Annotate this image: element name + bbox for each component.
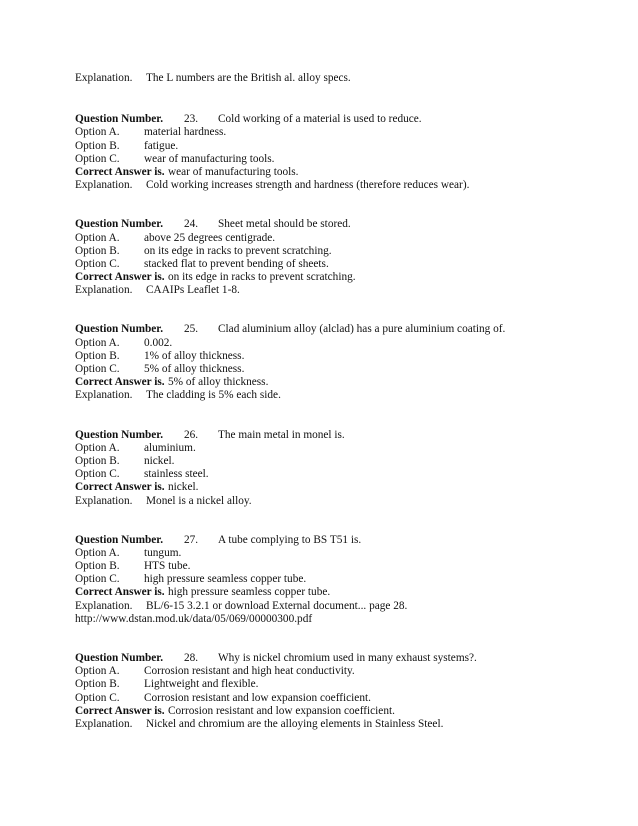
option-b-text: HTS tube. bbox=[144, 560, 191, 573]
option-a-label: Option A. bbox=[75, 126, 120, 139]
explanation-label: Explanation. bbox=[75, 179, 133, 192]
option-b-label: Option B. bbox=[75, 560, 120, 573]
question-number-label: Question Number. bbox=[75, 218, 164, 231]
question-block-27 bbox=[75, 534, 615, 626]
question-line bbox=[75, 113, 615, 126]
question-text: Sheet metal should be stored. bbox=[218, 218, 351, 231]
correct-answer-label: Correct Answer is. bbox=[75, 376, 165, 389]
option-c-text: Corrosion resistant and low expansion coefficient. bbox=[144, 691, 371, 704]
option-a-label: Option A. bbox=[75, 546, 120, 559]
question-number-label: Question Number. bbox=[75, 113, 164, 126]
question-number-label: Question Number. bbox=[75, 428, 164, 441]
question-line bbox=[75, 323, 615, 336]
correct-answer-line bbox=[75, 166, 615, 179]
question-number-label: Question Number. bbox=[75, 533, 164, 546]
explanation-text: Monel is a nickel alloy. bbox=[146, 494, 252, 507]
correct-answer-text: Corrosion resistant and low expansion coefficient. bbox=[168, 704, 395, 717]
question-text: Why is nickel chromium used in many exhaust systems?. bbox=[218, 652, 477, 664]
option-c-text: stacked flat to prevent bending of sheets. bbox=[144, 257, 329, 270]
option-a-label: Option A. bbox=[75, 336, 120, 349]
correct-answer-text: wear of manufacturing tools. bbox=[168, 165, 299, 178]
explanation-label: Explanation. bbox=[75, 389, 133, 402]
explanation-text: The L numbers are the British al. alloy specs. bbox=[146, 72, 351, 84]
correct-answer-line bbox=[75, 481, 615, 494]
explanation-text: Cold working increases strength and hardness (therefore reduces wear). bbox=[146, 179, 470, 192]
option-b-line bbox=[75, 455, 615, 468]
option-b-label: Option B. bbox=[75, 678, 120, 691]
option-c-text: wear of manufacturing tools. bbox=[144, 152, 275, 165]
question-line bbox=[75, 429, 615, 442]
explanation-line bbox=[75, 600, 615, 613]
option-c-label: Option C. bbox=[75, 363, 120, 375]
correct-answer-label: Correct Answer is. bbox=[75, 481, 165, 494]
question-block-24 bbox=[75, 218, 615, 297]
explanation-text: CAAIPs Leaflet 1-8. bbox=[146, 284, 240, 297]
option-b-text: 1% of alloy thickness. bbox=[144, 349, 245, 362]
question-line bbox=[75, 534, 615, 547]
option-c-label: Option C. bbox=[75, 152, 120, 165]
option-c-text: stainless steel. bbox=[144, 468, 209, 481]
option-c-text: 5% of alloy thickness. bbox=[144, 363, 245, 375]
question-line bbox=[75, 218, 615, 231]
option-a-text: tungum. bbox=[144, 546, 182, 559]
option-a-text: 0.002. bbox=[144, 336, 173, 349]
explanation-text: BL/6-15 3.2.1 or download External document... page 28. bbox=[146, 599, 408, 612]
option-b-line bbox=[75, 245, 615, 258]
question-number: 26. bbox=[184, 428, 199, 441]
question-number-label: Question Number. bbox=[75, 323, 164, 336]
explanation-label: Explanation. bbox=[75, 599, 133, 612]
option-c-text: high pressure seamless copper tube. bbox=[144, 573, 307, 586]
question-number-label: Question Number. bbox=[75, 652, 164, 664]
explanation-label: Explanation. bbox=[75, 284, 133, 297]
correct-answer-label: Correct Answer is. bbox=[75, 271, 165, 284]
option-a-line bbox=[75, 337, 615, 350]
option-a-text: aluminium. bbox=[144, 441, 196, 454]
question-text: The main metal in monel is. bbox=[218, 428, 345, 441]
question-block-25 bbox=[75, 323, 615, 402]
question-block-28 bbox=[75, 652, 615, 731]
option-c-label: Option C. bbox=[75, 691, 120, 704]
option-b-label: Option B. bbox=[75, 349, 120, 362]
correct-answer-label: Correct Answer is. bbox=[75, 165, 165, 178]
option-b-line bbox=[75, 678, 615, 691]
explanation-label: Explanation. bbox=[75, 717, 133, 730]
option-a-label: Option A. bbox=[75, 231, 120, 244]
option-b-label: Option B. bbox=[75, 244, 120, 257]
option-c-label: Option C. bbox=[75, 257, 120, 270]
correct-answer-label: Correct Answer is. bbox=[75, 704, 165, 717]
correct-answer-text: high pressure seamless copper tube. bbox=[168, 586, 331, 599]
option-b-line bbox=[75, 350, 615, 363]
option-c-label: Option C. bbox=[75, 573, 120, 586]
question-text: Clad aluminium alloy (alclad) has a pure aluminium coating of. bbox=[218, 323, 506, 336]
option-b-line bbox=[75, 560, 615, 573]
question-text: A tube complying to BS T51 is. bbox=[218, 533, 362, 546]
option-b-label: Option B. bbox=[75, 454, 120, 467]
option-a-line bbox=[75, 232, 615, 245]
explanation-line bbox=[75, 179, 615, 192]
explanation-line bbox=[75, 389, 615, 402]
question-number: 27. bbox=[184, 533, 199, 546]
question-text: Cold working of a material is used to reduce. bbox=[218, 113, 422, 126]
correct-answer-text: 5% of alloy thickness. bbox=[168, 376, 269, 389]
explanation-line bbox=[75, 284, 615, 297]
option-b-text: Lightweight and flexible. bbox=[144, 678, 259, 691]
question-number: 28. bbox=[184, 652, 199, 664]
document-page bbox=[75, 72, 615, 731]
question-line bbox=[75, 652, 615, 665]
correct-answer-label: Correct Answer is. bbox=[75, 586, 165, 599]
option-c-line bbox=[75, 258, 615, 271]
option-a-text: above 25 degrees centigrade. bbox=[144, 231, 276, 244]
explanation-link-line bbox=[75, 613, 615, 626]
option-b-text: nickel. bbox=[144, 454, 175, 467]
question-number: 25. bbox=[184, 323, 199, 336]
option-c-line bbox=[75, 573, 615, 586]
explanation-link[interactable]: http://www.dstan.mod.uk/data/05/069/00000300.pdf bbox=[75, 612, 313, 625]
explanation-line bbox=[75, 718, 615, 731]
option-c-line bbox=[75, 153, 615, 166]
option-c-line bbox=[75, 363, 615, 376]
explanation-text: The cladding is 5% each side. bbox=[146, 389, 281, 402]
option-b-text: on its edge in racks to prevent scratching. bbox=[144, 244, 332, 257]
option-b-line bbox=[75, 140, 615, 153]
question-block-23 bbox=[75, 113, 615, 192]
explanation-label: Explanation. bbox=[75, 72, 133, 84]
option-a-label: Option A. bbox=[75, 665, 120, 678]
option-a-label: Option A. bbox=[75, 441, 120, 454]
correct-answer-line bbox=[75, 705, 615, 718]
explanation-text: Nickel and chromium are the alloying elements in Stainless Steel. bbox=[146, 717, 444, 730]
correct-answer-text: on its edge in racks to prevent scratching. bbox=[168, 271, 356, 284]
intro-explanation-line bbox=[75, 72, 615, 85]
option-a-text: Corrosion resistant and high heat conductivity. bbox=[144, 665, 355, 678]
option-c-line bbox=[75, 468, 615, 481]
correct-answer-line bbox=[75, 586, 615, 599]
question-number: 24. bbox=[184, 218, 199, 231]
option-b-text: fatigue. bbox=[144, 139, 179, 152]
option-a-line bbox=[75, 665, 615, 678]
option-a-line bbox=[75, 126, 615, 139]
explanation-line bbox=[75, 495, 615, 508]
option-c-label: Option C. bbox=[75, 468, 120, 481]
option-b-label: Option B. bbox=[75, 139, 120, 152]
option-c-line bbox=[75, 692, 615, 705]
option-a-line bbox=[75, 442, 615, 455]
explanation-label: Explanation. bbox=[75, 494, 133, 507]
correct-answer-line bbox=[75, 376, 615, 389]
correct-answer-text: nickel. bbox=[168, 481, 199, 494]
correct-answer-line bbox=[75, 271, 615, 284]
option-a-text: material hardness. bbox=[144, 126, 227, 139]
option-a-line bbox=[75, 547, 615, 560]
question-block-26 bbox=[75, 429, 615, 508]
question-number: 23. bbox=[184, 113, 199, 126]
